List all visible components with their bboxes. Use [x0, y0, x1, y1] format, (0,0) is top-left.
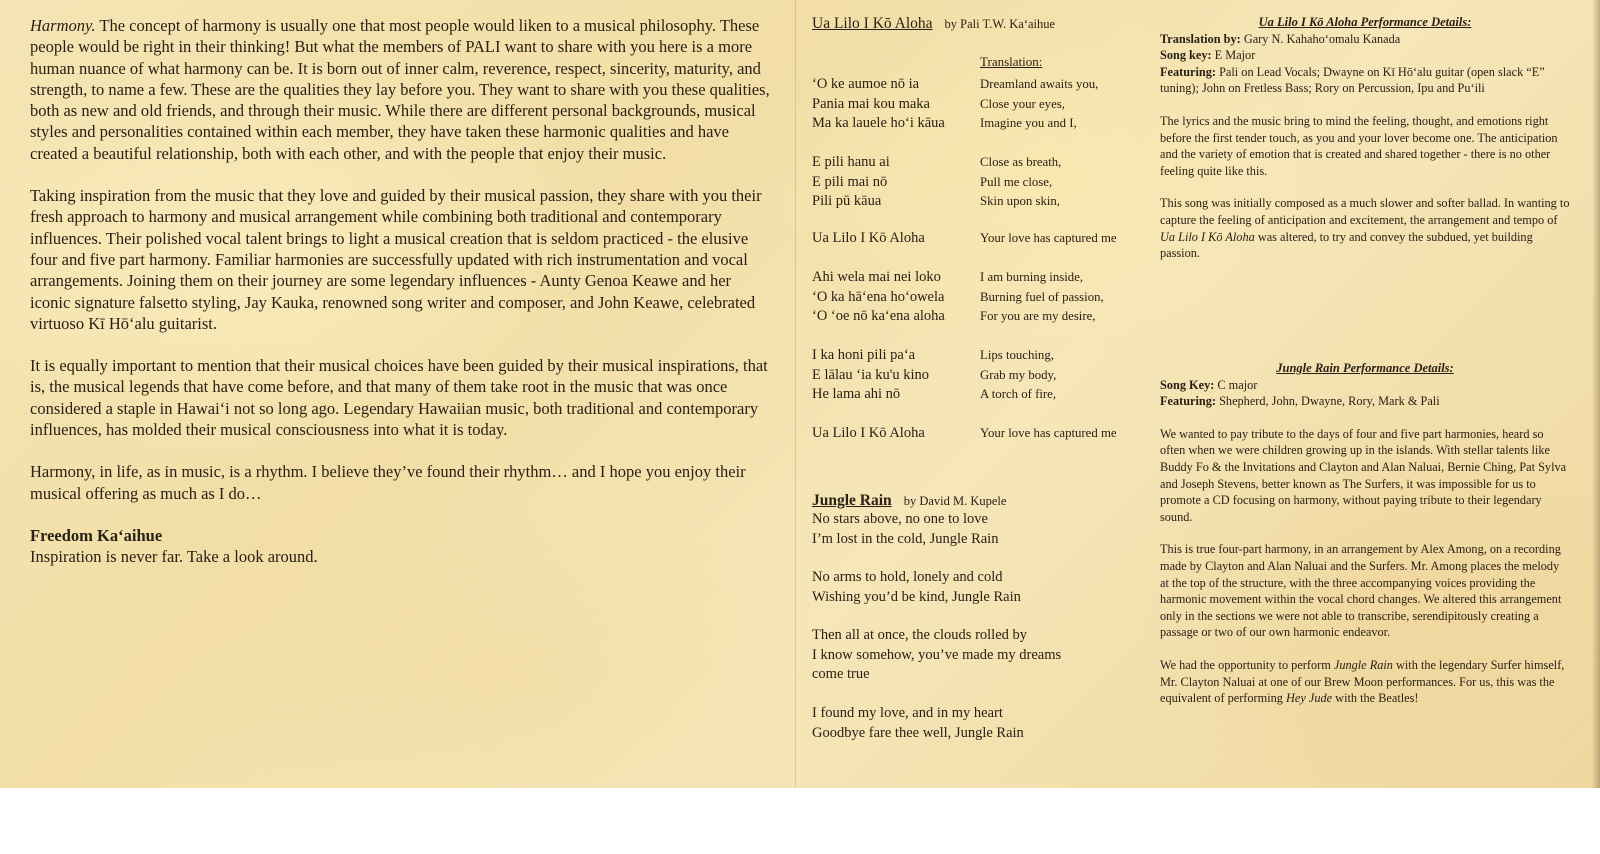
hawaiian-line: Ahi wela mai nei loko	[812, 269, 941, 285]
lyrics-column	[812, 14, 1142, 741]
text: was altered, to try and convey the subdued, yet building passion.	[1160, 229, 1533, 261]
lyric-stanza	[812, 510, 1132, 549]
lyric-stanza	[812, 626, 1132, 685]
essay-lead-word: Harmony.	[30, 16, 96, 35]
value: Shepherd, John, Dwayne, Rory, Mark & Pali	[1216, 394, 1440, 409]
lyric-line	[812, 386, 1152, 406]
song1-translation-credit	[1160, 31, 1570, 48]
lyric-line	[812, 96, 1152, 116]
label: Featuring:	[1160, 64, 1217, 79]
song2-details-paragraph-3	[1160, 657, 1570, 707]
song2-featuring	[1160, 393, 1570, 410]
text: with the legendary Surfer himself, Mr. Clayton Naluai at one of our Brew Moon performances. For us, this was the equivalent of performing	[1160, 657, 1565, 706]
song1-details-paragraph-1: The lyrics and the music bring to mind the feeling, thought, and emotions right before the first tender touch, as you and your lover become one. The anticipation and the variety of emotion that is created and shared together - there is no other feeling quite like this.	[1160, 113, 1558, 178]
hawaiian-line: Ma ka lauele hoʻi kāua	[812, 115, 945, 131]
value: Pali on Lead Vocals; Dwayne on Kī Hōʻalu guitar (open slack “E” tuning); John on Fretless Bass; Rory on Percussion, Ipu and Puʻili	[1160, 64, 1545, 96]
song1-heading	[812, 14, 1142, 34]
lyric-line	[812, 230, 1152, 250]
value: E Major	[1211, 48, 1256, 63]
hawaiian-line: Ua Lilo I Kō Aloha	[812, 425, 925, 441]
lyric-line	[812, 367, 1152, 387]
song2-details-heading: Jungle Rain Performance Details:	[1276, 361, 1454, 375]
lyric-line: I’m lost in the cold, Jungle Rain	[812, 530, 999, 547]
lyric-line	[812, 347, 1152, 367]
lyric-stanza	[812, 269, 1152, 328]
english-translation-line: Imagine you and I,	[980, 116, 1077, 130]
lyric-line	[812, 154, 1152, 174]
essay	[30, 15, 775, 568]
song2-details	[1160, 360, 1570, 723]
label: Featuring:	[1160, 394, 1217, 409]
lyric-stanza	[812, 704, 1132, 743]
lyric-stanza	[812, 154, 1152, 213]
song1-key	[1160, 47, 1570, 64]
essay-paragraph-1-text: The concept of harmony is usually one that most people would liken to a musical philosophy. These people would be right in their thinking! But what the members of PALI want to share with you here is a more human nuance of what harmony can be. It is born out of inner calm, reverence, respect, sincerity, maturity, and strength, to name a few. These are the qualities they lay before you. They want to share with you these qualities, both as new and old friends, and through their music. While there are different personal backgrounds, musical styles and personalities contained within each member, they have taken these harmonic qualities and have created a beautiful relationship, both with each other, and with the people that enjoy their music.	[30, 16, 770, 163]
hawaiian-line: E lālau ʻia ku'u kino	[812, 366, 929, 383]
lyric-line: Wishing you’d be kind, Jungle Rain	[812, 588, 1021, 605]
lyric-line	[812, 193, 1152, 213]
song1-title: Ua Lilo I Kō Aloha	[812, 15, 933, 32]
hawaiian-line: Pili pū kāua	[812, 193, 882, 209]
lyric-line: come true	[812, 666, 870, 682]
essay-paragraph-4: Harmony, in life, as in music, is a rhythm. I believe they’ve found their rhythm… and I hope you enjoy their musical offering as much as I do…	[30, 462, 746, 503]
song2-title: Jungle Rain	[812, 492, 892, 509]
song2-key	[1160, 377, 1570, 394]
song1-byline: by Pali T.W. Kaʻaihue	[944, 17, 1056, 31]
english-translation-line: Dreamland awaits you,	[980, 77, 1099, 91]
lyric-line: I found my love, and in my heart	[812, 705, 1003, 721]
song-title-italic: Hey Jude	[1286, 691, 1333, 706]
value: C major	[1214, 377, 1258, 392]
hawaiian-line: ʻO ke aumoe nō ia	[812, 76, 920, 92]
lyric-stanza	[812, 230, 1152, 250]
lyric-line: No stars above, no one to love	[812, 511, 988, 527]
lyric-line: Goodbye fare thee well, Jungle Rain	[812, 724, 1024, 741]
hawaiian-line: He lama ahi nō	[812, 386, 901, 402]
song1-featuring	[1160, 64, 1570, 97]
lyric-line	[812, 76, 1152, 96]
lyric-line	[812, 174, 1152, 194]
english-translation-line: Close your eyes,	[980, 96, 1065, 111]
song1-details	[1160, 14, 1570, 278]
english-translation-line: I am burning inside,	[980, 270, 1084, 284]
hawaiian-line: E pili hanu ai	[812, 154, 890, 170]
song2-details-paragraph-1: We wanted to pay tribute to the days of four and five part harmonies, heard so often when we were children growing up in the islands. With stellar talents like Buddy Fo & the Invitations and Clayton and Alan Naluai, Bernie Ching, Pat Sylva and Joseph Stevens, better known as The Surfers, it was impossible for us to promote a CD focusing on harmony, without paying tribute to their legendary sound.	[1160, 426, 1567, 524]
lyric-line	[812, 425, 1152, 445]
hawaiian-line: ʻO ʻoe nō kaʻena aloha	[812, 308, 945, 324]
english-translation-line: Pull me close,	[980, 174, 1053, 189]
hawaiian-line: ʻO ka hāʻena hoʻowela	[812, 288, 945, 305]
essay-paragraph-3: It is equally important to mention that their musical choices have been guided by their musical inspirations, that is, the musical legends that have come before, and that many of them take root in the music that was once considered a staple in Hawaiʻi not so long ago. Legendary Hawaiian music, both traditional and contemporary influences, has molded their musical consciousness into what it is today.	[30, 356, 768, 440]
english-translation-line: For you are my desire,	[980, 309, 1096, 323]
english-translation-line: Skin upon skin,	[980, 194, 1060, 208]
song-title-italic: Jungle Rain	[1333, 657, 1393, 672]
hawaiian-line: I ka honi pili paʻa	[812, 347, 916, 363]
label: Song Key:	[1160, 377, 1215, 392]
lyric-line	[812, 115, 1152, 135]
english-translation-line: Close as breath,	[980, 155, 1062, 169]
essay-paragraph-1	[30, 15, 775, 164]
english-translation-line: Burning fuel of passion,	[980, 289, 1104, 304]
song2-byline: by David M. Kupele	[903, 494, 1007, 508]
page-edge-shadow	[1592, 0, 1600, 788]
signature-name: Freedom Kaʻaihue	[30, 525, 163, 545]
lyric-line: Then all at once, the clouds rolled by	[812, 627, 1028, 643]
translation-header: Translation:	[980, 54, 1043, 69]
value: Gary N. Kahahoʻomalu Kanada	[1240, 31, 1401, 46]
label: Song key:	[1160, 48, 1212, 63]
english-translation-line: A torch of fire,	[980, 387, 1057, 401]
lyric-line	[812, 269, 1152, 289]
hawaiian-line: Pania mai kou maka	[812, 95, 930, 112]
lyric-stanza	[812, 568, 1132, 607]
lyric-line: No arms to hold, lonely and cold	[812, 569, 1003, 585]
lyric-stanza	[812, 76, 1152, 135]
essay-signature	[30, 525, 775, 568]
song1-details-heading: Ua Lilo I Kō Aloha Performance Details:	[1258, 15, 1472, 29]
lyric-stanza	[812, 347, 1152, 406]
label: Translation by:	[1160, 31, 1241, 46]
english-translation-line: Grab my body,	[980, 367, 1057, 382]
english-translation-line: Your love has captured me	[980, 426, 1117, 440]
song2-heading	[812, 492, 1006, 510]
text: We had the opportunity to perform	[1160, 657, 1334, 672]
song2-details-paragraph-2: This is true four-part harmony, in an arrangement by Alex Among, on a recording made by Clayton and Alan Naluai and the Surfers. Mr. Among places the melody at the top of the structure, with the three accompanying voices providing the harmonic movement within the vocal chord changes. We altered this arrangement only in the sections we were not able to transcribe, serendipitously creating a passage or two of our own harmonic endeavor.	[1160, 542, 1562, 640]
text: This song was initially composed as a much slower and softer ballad. In wanting to capture the feeling of anticipation and excitement, the arrangement and tempo of	[1160, 196, 1570, 227]
hawaiian-line: Ua Lilo I Kō Aloha	[812, 230, 925, 246]
essay-paragraph-2: Taking inspiration from the music that they love and guided by their musical passion, they share with you their fresh approach to harmony and musical arrangement while combining both traditional and contemporary influences. Their polished vocal talent brings to light a musical creation that is seldom practiced - the elusive four and five part harmony. Familiar harmonies are successfully updated with rich instrumentation and vocal arrangements. Joining them on their journey are some legendary influences - Aunty Genoa Keawe and her iconic signature falsetto styling, Jay Kauka, renowned song writer and composer, and John Keawe, celebrated virtuoso Kī Hōʻalu guitarist.	[30, 186, 762, 333]
lyric-line	[812, 289, 1152, 309]
english-translation-line: Your love has captured me	[980, 231, 1117, 245]
lyric-line	[812, 308, 1152, 328]
english-translation-line: Lips touching,	[980, 348, 1054, 362]
text: with the Beatles!	[1332, 691, 1419, 706]
hawaiian-line: E pili mai nō	[812, 173, 888, 190]
lyric-line: I know somehow, you’ve made my dreams	[812, 646, 1062, 663]
signature-tagline: Inspiration is never far. Take a look around.	[30, 547, 318, 567]
lyric-stanza	[812, 425, 1152, 445]
fold-line	[795, 0, 796, 788]
song-title-italic: Ua Lilo I Kō Aloha	[1160, 229, 1255, 244]
song1-details-paragraph-2	[1160, 195, 1570, 261]
